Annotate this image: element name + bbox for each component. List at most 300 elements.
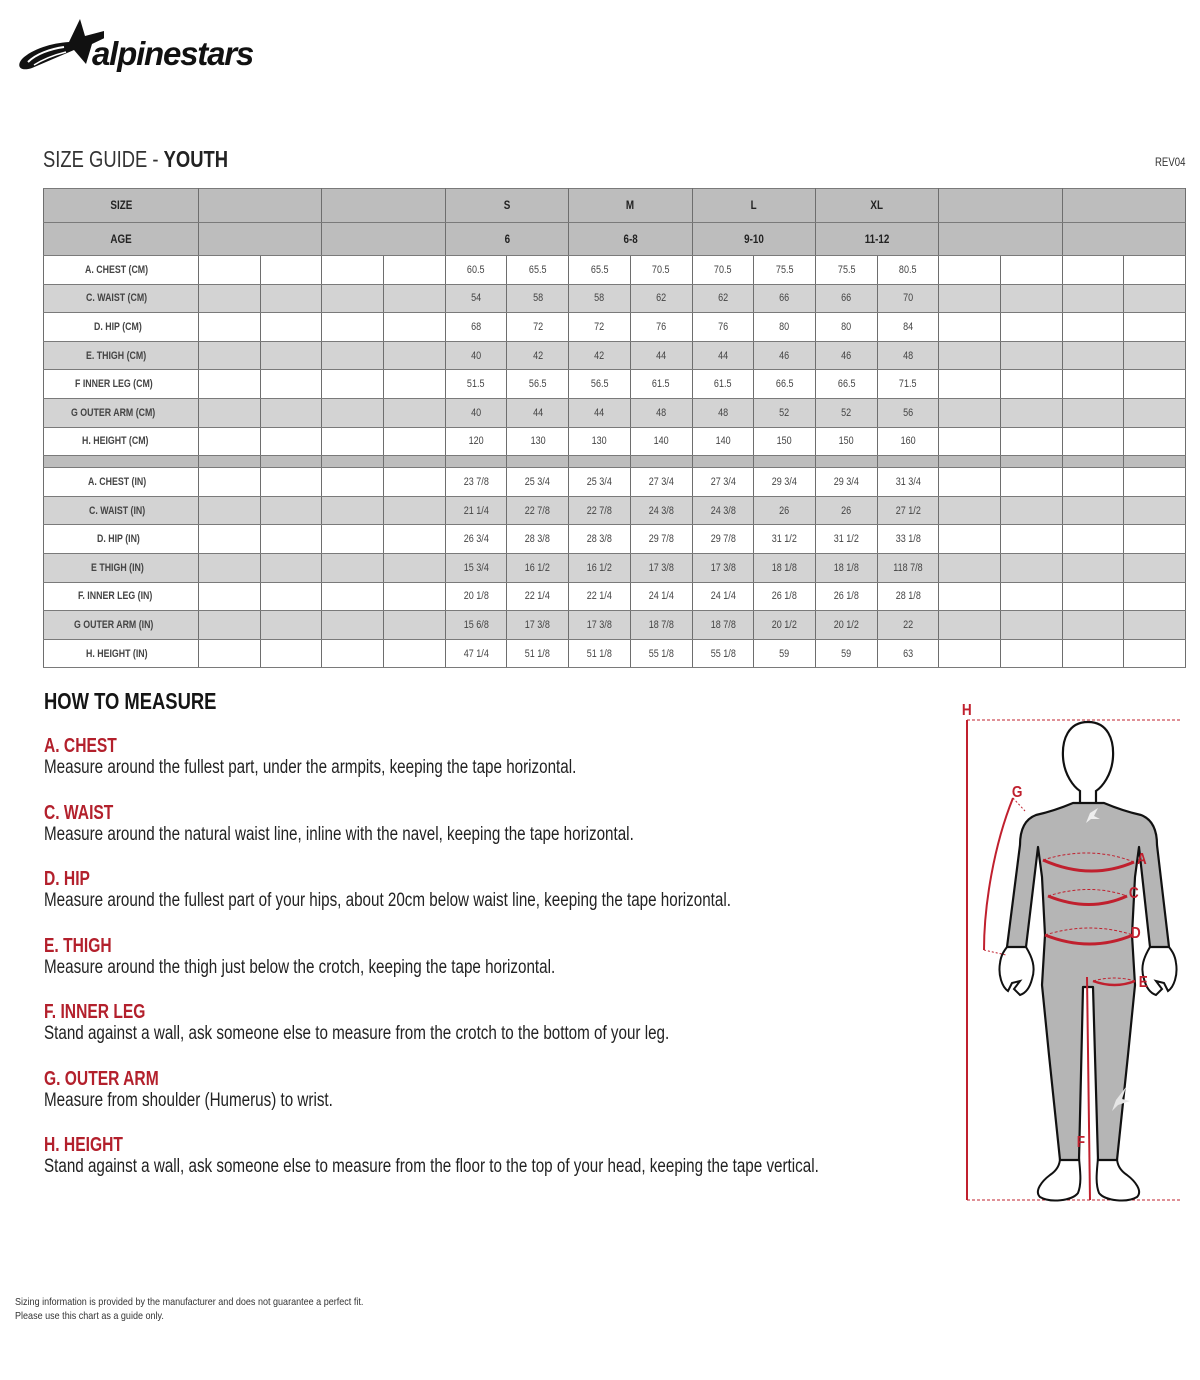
value-cell <box>1062 496 1124 525</box>
cell-text: 120 <box>468 435 484 448</box>
row-label <box>44 313 199 342</box>
cell-text: 28 3/8 <box>525 533 551 546</box>
measure-heading: H. HEIGHT <box>44 1134 123 1156</box>
label-waist: C <box>1128 885 1139 902</box>
value-cell <box>877 313 939 342</box>
cell-text: 25 3/4 <box>525 475 551 488</box>
value-cell <box>692 370 754 399</box>
revision-label <box>1155 155 1193 169</box>
measure-heading: D. HIP <box>44 868 90 890</box>
value-cell <box>1062 256 1124 285</box>
value-cell <box>1062 284 1124 313</box>
cm-row <box>44 427 1186 456</box>
value-cell <box>1000 468 1062 497</box>
value-cell <box>1124 427 1186 456</box>
cell-text: 24 1/4 <box>710 590 736 603</box>
value-cell <box>754 256 816 285</box>
value-cell <box>1000 370 1062 399</box>
cell-text: 70.5 <box>714 263 732 276</box>
value-cell <box>569 611 631 640</box>
cell-text: 140 <box>715 435 731 448</box>
cell-text: 17 3/8 <box>525 618 551 631</box>
size-header-row-cell <box>569 189 692 223</box>
value-cell <box>445 582 507 611</box>
value-cell <box>384 370 446 399</box>
value-cell <box>877 370 939 399</box>
value-cell <box>507 611 569 640</box>
separator-cell <box>1062 456 1124 468</box>
value-cell <box>754 341 816 370</box>
value-cell <box>1062 468 1124 497</box>
cell-text: 75.5 <box>775 263 794 276</box>
value-cell <box>569 313 631 342</box>
value-cell <box>384 398 446 427</box>
measure-instructions: Measure around the fullest part, under the armpits, keeping the tape horizontal. <box>44 757 577 778</box>
cell-text: 84 <box>902 320 913 333</box>
separator-cell <box>260 456 322 468</box>
value-cell <box>815 284 877 313</box>
value-cell <box>1062 582 1124 611</box>
cell-text: 29 7/8 <box>710 533 736 546</box>
value-cell <box>815 553 877 582</box>
value-cell <box>692 611 754 640</box>
cell-text: 9-10 <box>743 231 764 246</box>
value-cell <box>1000 398 1062 427</box>
value-cell <box>569 427 631 456</box>
cell-text: 55 1/8 <box>710 647 736 660</box>
value-cell <box>939 370 1001 399</box>
value-cell <box>199 582 261 611</box>
cell-text: 26 1/8 <box>833 590 859 603</box>
value-cell <box>630 284 692 313</box>
cm-row <box>44 398 1186 427</box>
value-cell <box>384 496 446 525</box>
value-cell <box>445 496 507 525</box>
value-cell <box>1124 496 1186 525</box>
value-cell <box>692 639 754 668</box>
cell-text: E THIGH (IN) <box>91 561 144 574</box>
brand-wordmark: alpinestars <box>92 35 254 72</box>
separator-cell <box>322 456 384 468</box>
value-cell <box>384 525 446 554</box>
value-cell <box>199 468 261 497</box>
value-cell <box>445 639 507 668</box>
value-cell <box>630 427 692 456</box>
value-cell <box>199 398 261 427</box>
cell-text: 68 <box>471 320 482 333</box>
value-cell <box>815 256 877 285</box>
value-cell <box>384 313 446 342</box>
value-cell <box>939 468 1001 497</box>
value-cell <box>630 256 692 285</box>
in-row <box>44 553 1186 582</box>
value-cell <box>569 284 631 313</box>
cell-text: 16 1/2 <box>586 561 613 574</box>
value-cell <box>754 582 816 611</box>
cell-text: 150 <box>838 435 854 448</box>
value-cell <box>322 256 384 285</box>
measure-item-hip <box>44 868 944 912</box>
value-cell <box>1000 525 1062 554</box>
cell-text: 62 <box>717 292 728 305</box>
age-header-row-cell <box>569 222 692 256</box>
cell-text: XL <box>870 198 884 213</box>
value-cell <box>630 553 692 582</box>
value-cell <box>754 398 816 427</box>
value-cell <box>507 341 569 370</box>
cell-text: 24 3/8 <box>648 504 674 517</box>
cell-text: 56 <box>902 406 913 419</box>
value-cell <box>1062 313 1124 342</box>
value-cell <box>630 468 692 497</box>
cell-text: 22 1/4 <box>586 590 613 603</box>
cell-text: 28 1/8 <box>895 590 921 603</box>
value-cell <box>507 582 569 611</box>
row-label <box>44 284 199 313</box>
cell-text: D. HIP (IN) <box>97 533 141 546</box>
size-header-row-cell <box>445 189 568 223</box>
cell-text: 27 1/2 <box>895 504 921 517</box>
value-cell <box>1000 313 1062 342</box>
value-cell <box>384 553 446 582</box>
value-cell <box>384 284 446 313</box>
value-cell <box>384 468 446 497</box>
value-cell <box>877 256 939 285</box>
value-cell <box>199 553 261 582</box>
cell-text: 28 3/8 <box>586 533 613 546</box>
cell-text: 27 3/4 <box>710 475 736 488</box>
cell-text: 22 7/8 <box>586 504 613 517</box>
value-cell <box>1062 427 1124 456</box>
cell-text: 31 3/4 <box>895 475 921 488</box>
value-cell <box>384 341 446 370</box>
value-cell <box>692 427 754 456</box>
value-cell <box>569 582 631 611</box>
cell-text: S <box>503 198 511 213</box>
value-cell <box>1000 341 1062 370</box>
value-cell <box>1062 553 1124 582</box>
value-cell <box>815 582 877 611</box>
value-cell <box>507 553 569 582</box>
row-label <box>44 553 199 582</box>
value-cell <box>199 370 261 399</box>
cell-text: 51 1/8 <box>525 647 551 660</box>
cell-text: 58 <box>594 292 605 305</box>
value-cell <box>569 398 631 427</box>
cell-text: C. WAIST (CM) <box>85 292 147 305</box>
value-cell <box>384 427 446 456</box>
value-cell <box>260 553 322 582</box>
cell-text: 40 <box>471 349 482 362</box>
disclaimer <box>15 1295 420 1323</box>
in-row <box>44 582 1186 611</box>
cell-text: 46 <box>841 349 852 362</box>
value-cell <box>569 496 631 525</box>
value-cell <box>322 398 384 427</box>
cell-text: 76 <box>717 320 728 333</box>
value-cell <box>384 256 446 285</box>
how-to-measure-title-text: HOW TO MEASURE <box>44 688 217 714</box>
value-cell <box>260 427 322 456</box>
cell-text: 72 <box>532 320 543 333</box>
cell-text: G OUTER ARM (CM) <box>71 406 156 419</box>
cell-text: 60.5 <box>467 263 485 276</box>
cell-text: D. HIP (CM) <box>94 320 142 333</box>
cell-text: 130 <box>530 435 546 448</box>
value-cell <box>569 341 631 370</box>
value-cell <box>877 582 939 611</box>
separator-cell <box>939 456 1001 468</box>
label-outer-arm: G <box>1011 784 1023 801</box>
value-cell <box>445 313 507 342</box>
value-cell <box>754 370 816 399</box>
cell-text: 56.5 <box>529 378 547 391</box>
value-cell <box>1124 313 1186 342</box>
value-cell <box>877 525 939 554</box>
value-cell <box>754 639 816 668</box>
value-cell <box>1062 639 1124 668</box>
value-cell <box>260 370 322 399</box>
title-prefix: SIZE GUIDE - <box>43 146 164 172</box>
cell-text: 24 1/4 <box>648 590 674 603</box>
value-cell <box>692 468 754 497</box>
cm-row <box>44 284 1186 313</box>
measure-heading: A. CHEST <box>44 735 117 757</box>
cell-text: 150 <box>777 435 793 448</box>
cell-text: 6 <box>504 231 510 246</box>
cell-text: 71.5 <box>899 378 917 391</box>
measure-item-inner-leg <box>44 1001 944 1045</box>
disclaimer-line-1: Sizing information is provided by the manufacturer and does not guarantee a perfect fit. <box>15 1296 364 1308</box>
value-cell <box>877 611 939 640</box>
value-cell <box>569 468 631 497</box>
cell-text: 52 <box>779 406 790 419</box>
value-cell <box>569 256 631 285</box>
cell-text: F INNER LEG (CM) <box>75 378 154 391</box>
value-cell <box>445 398 507 427</box>
value-cell <box>507 284 569 313</box>
cell-text: 66.5 <box>775 378 794 391</box>
value-cell <box>815 496 877 525</box>
value-cell <box>877 284 939 313</box>
cell-text: 80 <box>779 320 790 333</box>
value-cell <box>692 284 754 313</box>
cell-text: 44 <box>717 349 728 362</box>
value-cell <box>445 553 507 582</box>
value-cell <box>1124 553 1186 582</box>
value-cell <box>199 496 261 525</box>
disclaimer-line-2: Please use this chart as a guide only. <box>15 1310 164 1322</box>
value-cell <box>1062 370 1124 399</box>
value-cell <box>322 525 384 554</box>
value-cell <box>939 553 1001 582</box>
cell-text: 26 3/4 <box>463 533 489 546</box>
cell-text: 66 <box>841 292 852 305</box>
value-cell <box>939 341 1001 370</box>
value-cell <box>692 496 754 525</box>
row-label <box>44 639 199 668</box>
value-cell <box>322 496 384 525</box>
value-cell <box>1000 553 1062 582</box>
value-cell <box>630 496 692 525</box>
measure-heading: E. THIGH <box>44 934 112 957</box>
cell-text: 18 7/8 <box>710 618 736 631</box>
body-measurement-diagram <box>950 695 1200 1215</box>
value-cell <box>630 611 692 640</box>
cell-text: 17 3/8 <box>586 618 613 631</box>
cell-text: 48 <box>656 406 667 419</box>
size-header-row-cell <box>322 189 445 223</box>
value-cell <box>877 496 939 525</box>
how-to-measure-title <box>44 688 260 714</box>
cell-text: 61.5 <box>652 378 670 391</box>
body-figure-icon <box>950 695 1200 1215</box>
in-row <box>44 611 1186 640</box>
cell-text: 55 1/8 <box>648 647 674 660</box>
cell-text: 51.5 <box>467 378 485 391</box>
separator-cell <box>692 456 754 468</box>
value-cell <box>445 370 507 399</box>
value-cell <box>384 639 446 668</box>
measure-instructions: Measure around the thigh just below the crotch, keeping the tape horizontal. <box>44 956 556 978</box>
cell-text: 42 <box>532 349 543 362</box>
measure-item-outer-arm <box>44 1068 944 1112</box>
cell-text: 46 <box>779 349 790 362</box>
cell-text: 23 7/8 <box>463 475 489 488</box>
separator-cell <box>815 456 877 468</box>
value-cell <box>1000 256 1062 285</box>
value-cell <box>199 639 261 668</box>
value-cell <box>754 427 816 456</box>
cell-text: 21 1/4 <box>463 504 489 517</box>
size-header-row-label <box>44 189 199 223</box>
value-cell <box>260 582 322 611</box>
in-row <box>44 468 1186 497</box>
measure-item-thigh <box>44 935 944 979</box>
cell-text: 20 1/8 <box>463 590 489 603</box>
cell-text: 63 <box>902 647 913 660</box>
value-cell <box>754 284 816 313</box>
value-cell <box>815 370 877 399</box>
cell-text: 65.5 <box>529 263 547 276</box>
age-header-row-cell <box>939 222 1062 256</box>
value-cell <box>569 553 631 582</box>
value-cell <box>1062 611 1124 640</box>
cell-text: 66 <box>779 292 790 305</box>
value-cell <box>754 496 816 525</box>
row-label <box>44 398 199 427</box>
value-cell <box>322 370 384 399</box>
value-cell <box>1124 256 1186 285</box>
cm-row <box>44 313 1186 342</box>
value-cell <box>815 341 877 370</box>
value-cell <box>877 427 939 456</box>
value-cell <box>199 313 261 342</box>
value-cell <box>1000 427 1062 456</box>
revision-text: REV04 <box>1155 155 1186 169</box>
cell-text: 40 <box>471 406 482 419</box>
value-cell <box>692 525 754 554</box>
value-cell <box>877 639 939 668</box>
separator-cell <box>754 456 816 468</box>
value-cell <box>692 256 754 285</box>
cell-text: 15 3/4 <box>463 561 489 574</box>
value-cell <box>322 427 384 456</box>
value-cell <box>199 341 261 370</box>
value-cell <box>445 341 507 370</box>
value-cell <box>1000 639 1062 668</box>
age-header-row-label <box>44 222 199 256</box>
measure-item-waist <box>44 802 944 846</box>
value-cell <box>384 582 446 611</box>
row-label <box>44 341 199 370</box>
value-cell <box>1000 611 1062 640</box>
cell-text: 160 <box>900 435 916 448</box>
value-cell <box>199 611 261 640</box>
value-cell <box>1124 341 1186 370</box>
cell-text: 18 7/8 <box>648 618 674 631</box>
cell-text: 51 1/8 <box>586 647 613 660</box>
value-cell <box>1124 582 1186 611</box>
cell-text: 66.5 <box>837 378 856 391</box>
row-label <box>44 525 199 554</box>
separator-cell <box>1000 456 1062 468</box>
cell-text: 16 1/2 <box>525 561 551 574</box>
value-cell <box>260 468 322 497</box>
value-cell <box>754 553 816 582</box>
cell-text: 15 6/8 <box>463 618 489 631</box>
measure-heading: C. WAIST <box>44 801 114 824</box>
cell-text: 70.5 <box>652 263 670 276</box>
value-cell <box>754 525 816 554</box>
value-cell <box>939 496 1001 525</box>
cell-text: 31 1/2 <box>833 533 859 546</box>
measure-instructions: Stand against a wall, ask someone else to measure from the crotch to the bottom of your leg. <box>44 1023 670 1044</box>
cell-text: 25 3/4 <box>586 475 613 488</box>
value-cell <box>445 284 507 313</box>
value-cell <box>260 313 322 342</box>
row-label <box>44 611 199 640</box>
value-cell <box>1124 398 1186 427</box>
cell-text: H. HEIGHT (IN) <box>85 647 148 660</box>
value-cell <box>199 427 261 456</box>
size-header-row-cell <box>939 189 1062 223</box>
value-cell <box>445 525 507 554</box>
value-cell <box>1000 284 1062 313</box>
in-row <box>44 525 1186 554</box>
value-cell <box>754 611 816 640</box>
value-cell <box>322 639 384 668</box>
cell-text: 26 <box>779 504 790 517</box>
cell-text: 48 <box>902 349 913 362</box>
cell-text: 70 <box>902 292 913 305</box>
cm-row <box>44 370 1186 399</box>
value-cell <box>692 582 754 611</box>
cell-text: 130 <box>591 435 608 448</box>
cell-text: 61.5 <box>714 378 732 391</box>
value-cell <box>877 553 939 582</box>
value-cell <box>507 468 569 497</box>
value-cell <box>815 398 877 427</box>
value-cell <box>877 468 939 497</box>
value-cell <box>260 256 322 285</box>
cell-text: 29 3/4 <box>833 475 859 488</box>
cell-text: 47 1/4 <box>463 647 489 660</box>
value-cell <box>692 341 754 370</box>
age-header-row-cell <box>199 222 322 256</box>
cell-text: 44 <box>594 406 605 419</box>
size-header-row <box>44 189 1186 223</box>
